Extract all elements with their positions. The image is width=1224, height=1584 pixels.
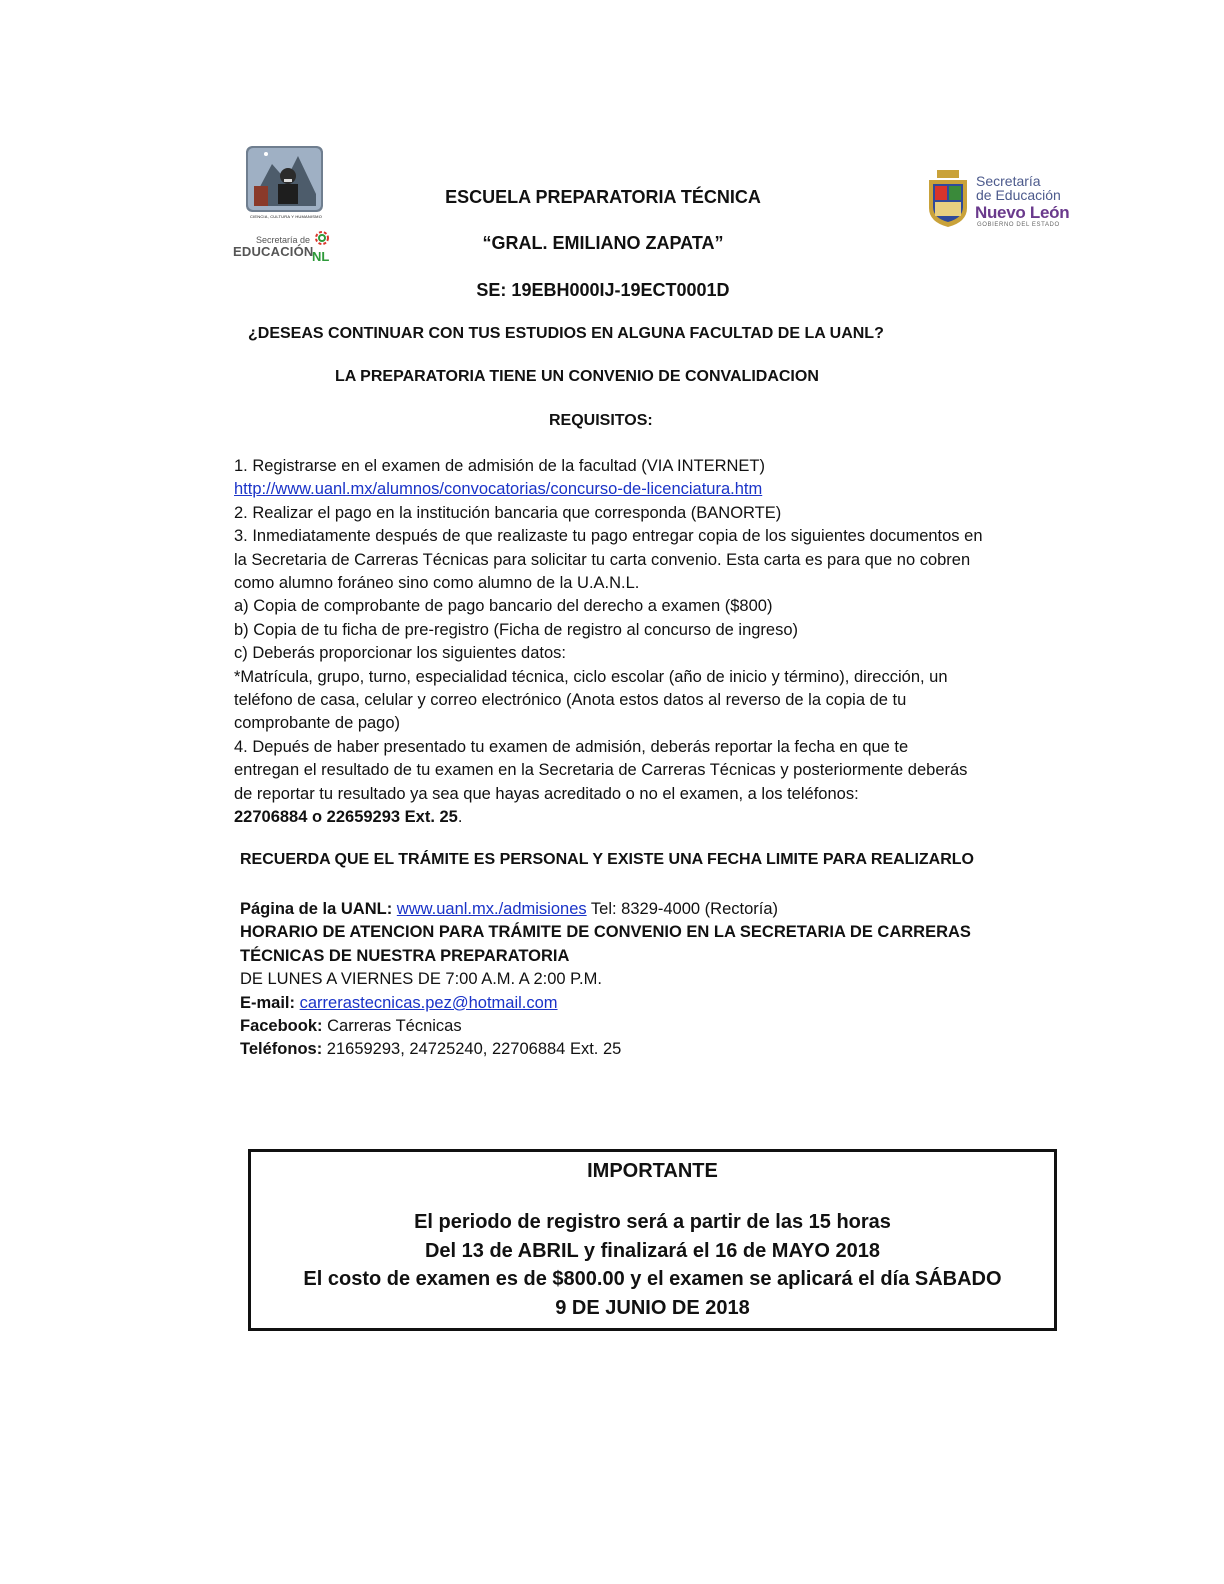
requirement-line: la Secretaria de Carreras Técnicas para solicitar tu carta convenio. Esta carta es para que no cobren: [234, 550, 971, 569]
requirements-list: [234, 455, 1064, 830]
agreement-heading: LA PREPARATORIA TIENE UN CONVENIO DE CONVALIDACION: [335, 368, 819, 385]
facebook-value: Carreras Técnicas: [322, 1017, 462, 1036]
important-details: [251, 1208, 1054, 1322]
schedule-hours: DE LUNES A VIERNES DE 7:00 A.M. A 2:00 P.M.: [240, 970, 602, 989]
secretaria-right-label: Secretaría: [976, 173, 1041, 189]
school-logo: [246, 146, 323, 212]
requirement-line: de reportar tu resultado ya sea que hayas acreditado o no el examen, a los teléfonos:: [234, 784, 859, 803]
nuevo-leon-shield-icon: [927, 170, 969, 228]
schedule-title: HORARIO DE ATENCION PARA TRÁMITE DE CONVENIO EN LA SECRETARIA DE CARRERAS: [240, 923, 971, 942]
requirement-line: 1. Registrarse en el examen de admisión de la facultad (VIA INTERNET): [234, 457, 765, 475]
important-notice-box: [248, 1149, 1057, 1331]
requirement-line: 3. Inmediatamente después de que realizaste tu pago entregar copia de los siguientes documentos en: [234, 527, 983, 546]
requirement-line: 4. Depués de haber presentado tu examen de admisión, deberás reportar la fecha en que te: [234, 737, 909, 756]
email-label: E-mail:: [240, 993, 296, 1012]
email-link[interactable]: carrerastecnicas.pez@hotmail.com: [299, 993, 558, 1012]
requirement-line: b) Copia de tu ficha de pre-registro (Ficha de registro al concurso de ingreso): [234, 620, 799, 639]
convocatoria-link[interactable]: http://www.uanl.mx/alumnos/convocatorias/concurso-de-licenciatura.htm: [234, 480, 763, 499]
important-line: El costo de examen es de $800.00 y el examen se aplicará el día SÁBADO: [303, 1268, 1002, 1290]
important-line: El periodo de registro será a partir de las 15 horas: [414, 1211, 891, 1233]
school-subtitle: “GRAL. EMILIANO ZAPATA”: [482, 233, 724, 253]
nl-label: NL: [312, 249, 330, 264]
phones-label: Teléfonos:: [240, 1040, 323, 1059]
requirement-line: entregan el resultado de tu examen en la Secretaria de Carreras Técnicas y posteriormente deberás: [234, 761, 968, 780]
report-phones: 22706884 o 22659293 Ext. 25: [234, 808, 458, 827]
secretaria-label: Secretaría de: [256, 235, 311, 245]
schedule-title-cont: TÉCNICAS DE NUESTRA PREPARATORIA: [240, 946, 570, 965]
requirement-line: *Matrícula, grupo, turno, especialidad técnica, ciclo escolar (año de inicio y término), dirección, un: [234, 667, 948, 686]
question-heading: ¿DESEAS CONTINUAR CON TUS ESTUDIOS EN ALGUNA FACULTAD DE LA UANL?: [248, 325, 884, 342]
phones-value: 21659293, 24725240, 22706884 Ext. 25: [322, 1040, 622, 1059]
facebook-label: Facebook:: [240, 1017, 323, 1036]
requirements-heading: REQUISITOS:: [549, 412, 653, 429]
requirement-line: comprobante de pago): [234, 714, 401, 733]
uanl-label: Página de la UANL:: [240, 900, 393, 918]
important-line: Del 13 de ABRIL y finalizará el 16 de MAYO 2018: [424, 1239, 881, 1262]
important-line: 9 DE JUNIO DE 2018: [555, 1296, 750, 1319]
nuevo-leon-label: Nuevo León: [975, 203, 1070, 222]
uanl-admisiones-link[interactable]: www.uanl.mx./admisiones: [396, 900, 587, 918]
school-code: SE: 19EBH000IJ-19ECT0001D: [476, 280, 730, 300]
requirement-line: c) Deberás proporcionar los siguientes datos:: [234, 644, 567, 663]
report-phones-period: .: [457, 808, 463, 827]
school-name: ESCUELA PREPARATORIA TÉCNICA: [445, 187, 761, 207]
nl-gear-icon: [314, 230, 330, 251]
requirement-line: 2. Realizar el pago en la institución bancaria que corresponda (BANORTE): [234, 503, 782, 522]
reminder-notice: RECUERDA QUE EL TRÁMITE ES PERSONAL Y EXISTE UNA FECHA LIMITE PARA REALIZARLO: [240, 851, 974, 868]
gobierno-del-estado-label: GOBIERNO DEL ESTADO: [977, 222, 1060, 228]
educacion-label: EDUCACIÓN: [233, 244, 314, 259]
requirement-line: a) Copia de comprobante de pago bancario del derecho a examen ($800): [234, 597, 773, 616]
requirement-line: como alumno foráneo sino como alumno de la U.A.N.L.: [234, 574, 640, 593]
requirement-line: teléfono de casa, celular y correo electrónico (Anota estos datos al reverso de la copia de tu: [234, 691, 907, 710]
de-educacion-label: de Educación: [976, 187, 1061, 203]
school-motto: CIENCIA, CULTURA Y HUMANISMO: [249, 214, 323, 219]
uanl-phone: Tel: 8329-4000 (Rectoría): [586, 900, 779, 918]
contact-info: [240, 898, 1080, 1062]
important-title: IMPORTANTE: [587, 1160, 718, 1182]
